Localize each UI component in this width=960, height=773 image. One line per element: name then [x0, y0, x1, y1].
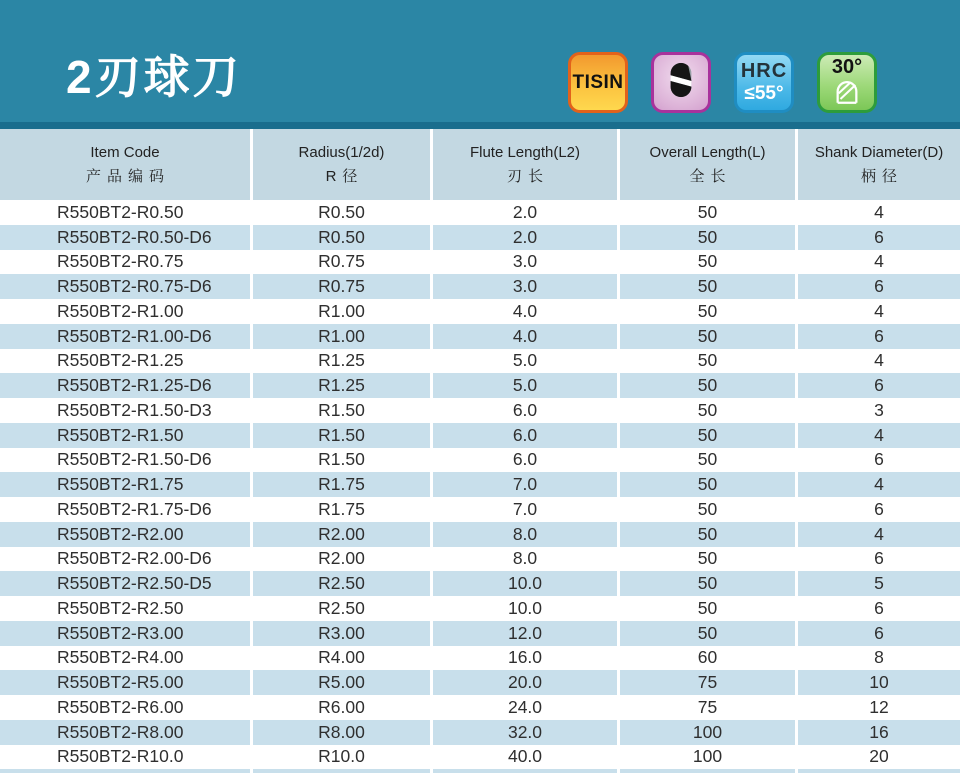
- cell-radius: R1.00: [250, 299, 430, 324]
- cell-item-code: R550BT2-R1.00: [57, 300, 184, 321]
- cell-radius: R1.25: [250, 349, 430, 374]
- cell-overall-length: 50: [617, 200, 795, 225]
- header-zh: 产品编码: [85, 167, 170, 185]
- cell-radius: R1.75: [250, 497, 430, 522]
- cell-item-code: R550BT2-R0.50: [57, 201, 184, 222]
- cell-shank-diameter: 4: [795, 250, 960, 275]
- hrc-label: HRC: [740, 60, 788, 83]
- cell-overall-length: 50: [617, 596, 795, 621]
- header-zh: 刃长: [506, 167, 549, 185]
- cell-item-code: R550BT2-R5.00: [57, 672, 184, 693]
- table-row: [0, 472, 960, 497]
- cell-overall-length: 50: [617, 324, 795, 349]
- cell-item-code: R550BT2-R3.00: [57, 622, 184, 643]
- cell-radius: R4.00: [250, 646, 430, 671]
- table-row: [0, 571, 960, 596]
- cell-flute-length: 7.0: [430, 497, 617, 522]
- cell-item-code: R550BT2-R0.75-D6: [57, 276, 212, 297]
- cell-item-code: R550BT2-R1.50-D6: [57, 449, 212, 470]
- cell-radius: R2.00: [250, 522, 430, 547]
- header-en: Radius(1/2d): [298, 143, 385, 161]
- cell-item-code: R550BT2-R0.50-D6: [57, 226, 212, 247]
- table-row: [0, 670, 960, 695]
- header-zh: 柄径: [860, 167, 903, 185]
- feature-badges: [568, 52, 877, 113]
- table-row: [0, 547, 960, 572]
- cell-radius: R2.50: [250, 596, 430, 621]
- cell-item-code: R550BT2-R4.00: [57, 647, 184, 668]
- table-row: [0, 621, 960, 646]
- cell-shank-diameter: 20: [795, 745, 960, 770]
- cell-shank-diameter: 6: [795, 324, 960, 349]
- cell-shank-diameter: 6: [795, 225, 960, 250]
- cell-flute-length: 12.0: [430, 621, 617, 646]
- header-en: Shank Diameter(D): [814, 143, 944, 161]
- cell-shank-diameter: 10: [795, 670, 960, 695]
- cell-flute-length: 3.0: [430, 250, 617, 275]
- cell-flute-length: 6.0: [430, 448, 617, 473]
- column-header-item-code: [0, 129, 250, 200]
- ball-nose-end-mill-icon: [662, 59, 700, 106]
- cell-flute-length: 16.0: [430, 646, 617, 671]
- page-title: 2刃球刀: [66, 51, 242, 103]
- table-row: [0, 349, 960, 374]
- cell-overall-length: 50: [617, 448, 795, 473]
- cell-flute-length: 10.0: [430, 571, 617, 596]
- cell-flute-length: 40.0: [430, 745, 617, 770]
- helix-angle-badge: [817, 52, 877, 113]
- header-en: Overall Length(L): [649, 143, 766, 161]
- cell-shank-diameter: 5: [795, 571, 960, 596]
- cell-radius: R1.75: [250, 472, 430, 497]
- cell-item-code: R550BT2-R2.50-D5: [57, 573, 212, 594]
- cell-shank-diameter: 6: [795, 448, 960, 473]
- column-header-overall-length: [617, 129, 795, 200]
- cell-overall-length: 50: [617, 522, 795, 547]
- cell-overall-length: 50: [617, 621, 795, 646]
- cell-radius: R0.75: [250, 250, 430, 275]
- cell-flute-length: 2.0: [430, 225, 617, 250]
- cell-radius: R0.50: [250, 225, 430, 250]
- cell-radius: R1.50: [250, 423, 430, 448]
- cell-shank-diameter: 4: [795, 472, 960, 497]
- cell-flute-length: 2.0: [430, 200, 617, 225]
- cell-shank-diameter: 4: [795, 349, 960, 374]
- hardness-badge: [734, 52, 794, 113]
- cell-overall-length: [617, 769, 795, 773]
- table-row: [0, 200, 960, 225]
- cell-overall-length: 50: [617, 349, 795, 374]
- cell-shank-diameter: 8: [795, 646, 960, 671]
- cell-item-code: R550BT2-R2.00-D6: [57, 548, 212, 569]
- table-row: [0, 497, 960, 522]
- cell-flute-length: 6.0: [430, 398, 617, 423]
- cell-item-code: [0, 769, 250, 773]
- cell-shank-diameter: 4: [795, 522, 960, 547]
- cell-item-code: R550BT2-R6.00: [57, 696, 184, 717]
- cell-flute-length: 5.0: [430, 373, 617, 398]
- cell-shank-diameter: 12: [795, 695, 960, 720]
- helix-angle-icon: [833, 79, 861, 108]
- ball-nose-cutter-badge: [651, 52, 711, 113]
- cell-flute-length: 8.0: [430, 522, 617, 547]
- table-row: [0, 448, 960, 473]
- column-header-flute-length: [430, 129, 617, 200]
- cell-overall-length: 50: [617, 225, 795, 250]
- cell-shank-diameter: 6: [795, 596, 960, 621]
- cell-flute-length: 6.0: [430, 423, 617, 448]
- cell-overall-length: 75: [617, 695, 795, 720]
- cell-flute-length: 3.0: [430, 274, 617, 299]
- cell-overall-length: 50: [617, 398, 795, 423]
- cell-radius: R5.00: [250, 670, 430, 695]
- cell-shank-diameter: 16: [795, 720, 960, 745]
- table-row: [0, 299, 960, 324]
- cell-radius: R3.00: [250, 621, 430, 646]
- cell-radius: R1.00: [250, 324, 430, 349]
- cell-shank-diameter: [795, 769, 960, 773]
- cell-radius: R1.50: [250, 448, 430, 473]
- cell-radius: R0.75: [250, 274, 430, 299]
- cell-overall-length: 75: [617, 670, 795, 695]
- cell-overall-length: 50: [617, 547, 795, 572]
- cell-flute-length: 10.0: [430, 596, 617, 621]
- cell-shank-diameter: 6: [795, 547, 960, 572]
- partial-next-row: [0, 769, 960, 773]
- cell-overall-length: 50: [617, 423, 795, 448]
- cell-radius: R10.0: [250, 745, 430, 770]
- table-header: [0, 129, 960, 200]
- table-row: [0, 250, 960, 275]
- table-row: [0, 646, 960, 671]
- cell-overall-length: 50: [617, 250, 795, 275]
- table-body: [0, 200, 960, 773]
- cell-radius: R0.50: [250, 200, 430, 225]
- cell-item-code: R550BT2-R1.50: [57, 424, 184, 445]
- table-row: [0, 522, 960, 547]
- tisin-coating-badge: [568, 52, 628, 113]
- cell-flute-length: 5.0: [430, 349, 617, 374]
- table-row: [0, 225, 960, 250]
- cell-item-code: R550BT2-R1.25: [57, 350, 184, 371]
- cell-flute-length: 4.0: [430, 324, 617, 349]
- cell-radius: R1.25: [250, 373, 430, 398]
- table-row: [0, 720, 960, 745]
- table-row: [0, 596, 960, 621]
- cell-shank-diameter: 4: [795, 299, 960, 324]
- cell-item-code: R550BT2-R1.75-D6: [57, 498, 212, 519]
- column-header-shank-diameter: [795, 129, 960, 200]
- table-row: [0, 745, 960, 770]
- cell-shank-diameter: 4: [795, 200, 960, 225]
- cell-item-code: R550BT2-R8.00: [57, 721, 184, 742]
- cell-overall-length: 100: [617, 720, 795, 745]
- cell-shank-diameter: 6: [795, 274, 960, 299]
- cell-overall-length: 100: [617, 745, 795, 770]
- cell-item-code: R550BT2-R0.75: [57, 251, 184, 272]
- cell-flute-length: 7.0: [430, 472, 617, 497]
- header-zh: R径: [325, 167, 364, 185]
- table-row: [0, 423, 960, 448]
- cell-radius: R8.00: [250, 720, 430, 745]
- cell-flute-length: 32.0: [430, 720, 617, 745]
- cell-shank-diameter: 4: [795, 423, 960, 448]
- cell-item-code: R550BT2-R1.00-D6: [57, 325, 212, 346]
- cell-overall-length: 50: [617, 299, 795, 324]
- tisin-label: TISIN: [572, 71, 624, 93]
- cell-radius: [250, 769, 430, 773]
- header-en: Flute Length(L2): [469, 143, 581, 161]
- cell-shank-diameter: 3: [795, 398, 960, 423]
- cell-radius: R2.00: [250, 547, 430, 572]
- banner-bottom-divider: [0, 122, 960, 129]
- cell-item-code: R550BT2-R1.75: [57, 474, 184, 495]
- table-row: [0, 324, 960, 349]
- banner: [0, 0, 960, 122]
- cell-shank-diameter: 6: [795, 373, 960, 398]
- cell-item-code: R550BT2-R10.0: [57, 746, 184, 767]
- cell-item-code: R550BT2-R2.50: [57, 597, 184, 618]
- cell-flute-length: 20.0: [430, 670, 617, 695]
- cell-radius: R6.00: [250, 695, 430, 720]
- hrc-value: ≤55°: [744, 83, 784, 105]
- cell-flute-length: [430, 769, 617, 773]
- cell-item-code: R550BT2-R1.25-D6: [57, 375, 212, 396]
- cell-shank-diameter: 6: [795, 621, 960, 646]
- table-row: [0, 695, 960, 720]
- cell-shank-diameter: 6: [795, 497, 960, 522]
- cell-item-code: R550BT2-R2.00: [57, 523, 184, 544]
- helix-angle-value: 30°: [831, 56, 863, 78]
- cell-overall-length: 60: [617, 646, 795, 671]
- cell-overall-length: 50: [617, 497, 795, 522]
- cell-item-code: R550BT2-R1.50-D3: [57, 399, 212, 420]
- cell-flute-length: 8.0: [430, 547, 617, 572]
- header-en: Item Code: [90, 143, 160, 161]
- cell-overall-length: 50: [617, 274, 795, 299]
- cell-flute-length: 24.0: [430, 695, 617, 720]
- cell-overall-length: 50: [617, 472, 795, 497]
- table-row: [0, 373, 960, 398]
- table-row: [0, 274, 960, 299]
- cell-overall-length: 50: [617, 571, 795, 596]
- column-header-radius: [250, 129, 430, 200]
- header-zh: 全长: [689, 167, 732, 185]
- cell-overall-length: 50: [617, 373, 795, 398]
- cell-flute-length: 4.0: [430, 299, 617, 324]
- cell-radius: R1.50: [250, 398, 430, 423]
- table-row: [0, 398, 960, 423]
- cell-radius: R2.50: [250, 571, 430, 596]
